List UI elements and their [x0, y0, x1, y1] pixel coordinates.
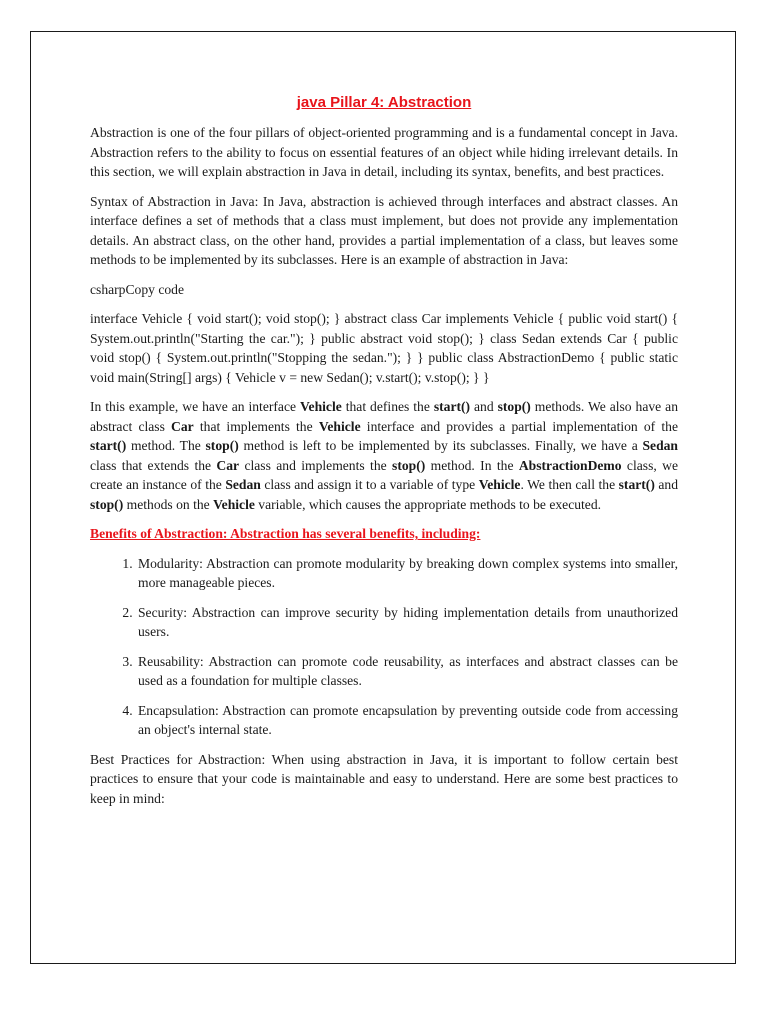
example-bold: Vehicle: [299, 399, 342, 414]
example-bold: Vehicle: [478, 477, 521, 492]
benefit-item-reusability: 3. Reusability: Abstraction can promote code reusability, as interfaces and abstract classes can be used as a foundation for multiple classes.: [136, 652, 678, 691]
example-text: method. In the: [425, 457, 519, 473]
benefit-item-modularity: 1. Modularity: Abstraction can promote modularity by breaking down complex systems into smaller, more manageable pieces.: [136, 554, 678, 593]
example-text: and: [654, 477, 679, 492]
example-bold: AbstractionDemo: [518, 457, 622, 473]
example-bold: Vehicle: [318, 418, 361, 434]
syntax-paragraph: Syntax of Abstraction in Java: In Java, abstraction is achieved through interfaces and abstract classes. An interface defines a set of methods that a class must implement, but does not provide any implementation details. An abstract class, on the other hand, provides a partial implementation of a class, but leaves some methods to be implemented by its subclasses. Here is an example of abstraction in Java:: [90, 193, 678, 267]
best-practices-paragraph: Best Practices for Abstraction: When using abstraction in Java, it is important to follow certain best practices to ensure that your code is maintainable and easy to understand. Here are some best practices to keep in mind:: [90, 751, 678, 806]
example-text: class and assign it to a variable of type: [260, 477, 479, 492]
example-text: variable, which causes the appropriate methods to be executed.: [254, 496, 602, 512]
example-text: class that extends the: [90, 457, 217, 473]
example-text: and: [470, 399, 498, 414]
example-text: In this example, we have an interface: [90, 399, 300, 414]
code-snippet: interface Vehicle { void start(); void stop(); } abstract class Car implements Vehicle { public void start() { System.out.println("Starting the car."); } public abstract void stop(); } class Sedan extends Car { public void stop() { System.out.println("Stopping the sedan."); } } public class AbstractionDemo { public static void main(String[] args) { Vehicle v = new Sedan(); v.start(); v.stop(); } }: [90, 311, 678, 385]
example-bold: stop(): [205, 438, 239, 453]
document-body: [90, 93, 678, 818]
example-bold: stop(): [497, 399, 531, 414]
example-bold: Vehicle: [213, 496, 255, 512]
benefits-list: [90, 554, 678, 740]
example-bold: stop(): [392, 457, 426, 473]
example-bold: start(): [433, 399, 471, 414]
example-text: methods on the: [123, 496, 214, 512]
benefit-item-encapsulation: 4. Encapsulation: Abstraction can promote encapsulation by preventing outside code from accessing an object's internal state.: [136, 701, 678, 740]
document-title: java Pillar 4: Abstraction: [296, 94, 472, 111]
example-text: method is left to be implemented by its subclasses. Finally, we have a: [238, 438, 643, 453]
benefits-heading: Benefits of Abstraction: Abstraction has several benefits, including:: [90, 526, 481, 541]
code-label: csharpCopy code: [90, 281, 184, 297]
example-text: that defines the: [341, 399, 434, 414]
benefit-item-security: 2. Security: Abstraction can improve security by hiding implementation details from unauthorized users.: [136, 603, 678, 642]
example-bold: stop(): [90, 496, 124, 512]
example-bold: Car: [171, 418, 194, 434]
example-paragraph: [90, 397, 678, 514]
example-text: that implements the: [193, 418, 319, 434]
example-bold: start(): [90, 438, 127, 453]
example-text: . We then call the: [520, 477, 619, 492]
example-bold: Sedan: [225, 477, 261, 492]
example-text: class, we create an instance of the: [90, 457, 678, 492]
example-bold: start(): [618, 477, 655, 492]
example-bold: Sedan: [642, 438, 678, 453]
example-text: interface and provides a partial implementation of the: [360, 418, 678, 434]
intro-paragraph: Abstraction is one of the four pillars of object-oriented programming and is a fundamental concept in Java. Abstraction refers to the ability to focus on essential features of an object while hiding irrelevant details. In this section, we will explain abstraction in Java in detail, including its syntax, benefits, and best practices.: [90, 125, 678, 179]
example-text: class and implements the: [239, 457, 393, 473]
example-bold: Car: [216, 457, 240, 473]
example-text: method. The: [126, 438, 206, 453]
example-text: methods. We also have an abstract class: [90, 399, 678, 434]
